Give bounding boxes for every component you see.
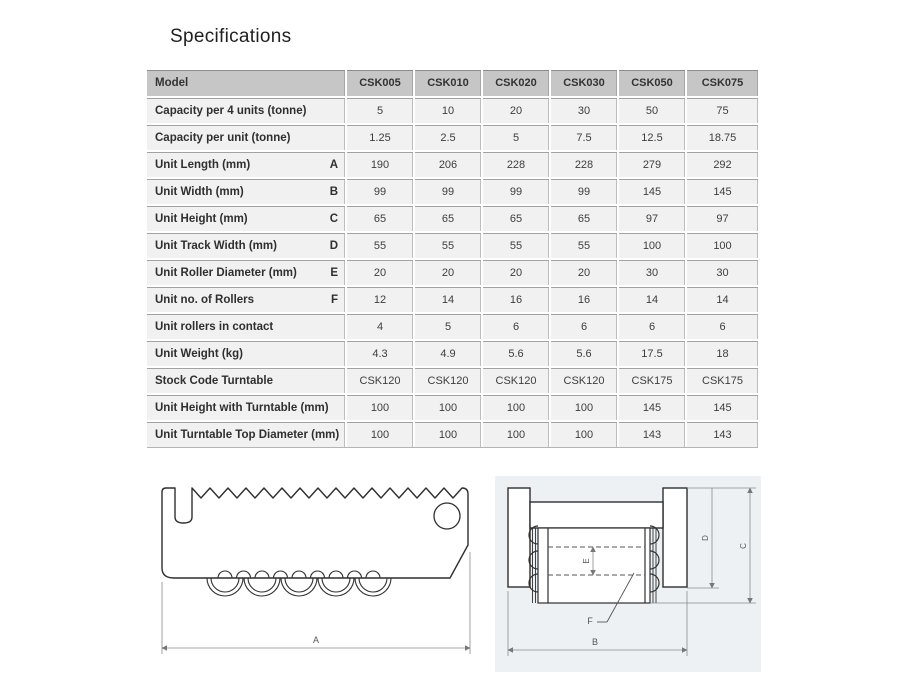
column-header-model: Model: [147, 70, 347, 96]
dim-label-b: B: [591, 637, 599, 647]
value-cell: 190: [347, 150, 415, 177]
row-label: Capacity per unit (tonne): [155, 131, 291, 144]
value-cell: 6: [619, 312, 687, 339]
value-cell: 4.3: [347, 339, 415, 366]
row-letter: F: [330, 293, 338, 306]
value-cell: CSK120: [551, 366, 619, 393]
value-cell: 5.6: [551, 339, 619, 366]
value-cell: 7.5: [551, 123, 619, 150]
value-cell: 16: [483, 285, 551, 312]
row-label: Unit Width (mm): [155, 185, 244, 198]
value-cell: 20: [415, 258, 483, 285]
value-cell: 99: [347, 177, 415, 204]
table-row: [147, 312, 758, 339]
roller-cage: [529, 526, 659, 603]
value-cell: 100: [483, 420, 551, 447]
value-cell: 145: [619, 177, 687, 204]
value-cell: CSK175: [619, 366, 687, 393]
value-cell: CSK175: [687, 366, 758, 393]
table-row: [147, 231, 758, 258]
spec-table-header-row: [147, 70, 758, 96]
table-row: [147, 177, 758, 204]
page-title: Specifications: [170, 26, 292, 47]
row-letter: A: [329, 158, 338, 171]
value-cell: 99: [551, 177, 619, 204]
value-cell: 16: [551, 285, 619, 312]
dim-label-d: D: [701, 535, 710, 541]
value-cell: 100: [347, 393, 415, 420]
value-cell: 97: [687, 204, 758, 231]
row-label: Unit no. of Rollers: [155, 293, 255, 306]
dim-label-c: C: [739, 543, 748, 549]
value-cell: 5: [347, 96, 415, 123]
value-cell: 12.5: [619, 123, 687, 150]
row-label: Unit Track Width (mm): [155, 239, 277, 252]
table-row: [147, 366, 758, 393]
row-label: Capacity per 4 units (tonne): [155, 104, 307, 117]
value-cell: 65: [483, 204, 551, 231]
table-row: [147, 96, 758, 123]
value-cell: 100: [415, 420, 483, 447]
column-header: CSK030: [551, 70, 619, 96]
value-cell: 20: [483, 258, 551, 285]
value-cell: 65: [415, 204, 483, 231]
table-row: [147, 285, 758, 312]
value-cell: CSK120: [415, 366, 483, 393]
value-cell: 100: [551, 393, 619, 420]
value-cell: 75: [687, 96, 758, 123]
value-cell: 6: [687, 312, 758, 339]
value-cell: 145: [687, 177, 758, 204]
value-cell: 4: [347, 312, 415, 339]
value-cell: 20: [483, 96, 551, 123]
row-letter: B: [329, 185, 338, 198]
value-cell: 100: [483, 393, 551, 420]
column-header: CSK050: [619, 70, 687, 96]
table-row: [147, 150, 758, 177]
value-cell: 145: [619, 393, 687, 420]
value-cell: 99: [483, 177, 551, 204]
value-cell: 100: [551, 420, 619, 447]
value-cell: 100: [687, 231, 758, 258]
value-cell: CSK120: [347, 366, 415, 393]
value-cell: 6: [483, 312, 551, 339]
value-cell: 4.9: [415, 339, 483, 366]
value-cell: 97: [619, 204, 687, 231]
column-header: CSK010: [415, 70, 483, 96]
row-letter: E: [330, 266, 338, 279]
row-label: Unit Height (mm): [155, 212, 248, 225]
value-cell: 100: [415, 393, 483, 420]
table-row: [147, 420, 758, 447]
value-cell: 206: [415, 150, 483, 177]
row-label: Unit rollers in contact: [155, 320, 274, 333]
row-label: Unit Weight (kg): [155, 347, 243, 360]
row-label: Unit Height with Turntable (mm): [155, 401, 329, 414]
value-cell: 10: [415, 96, 483, 123]
value-cell: 55: [347, 231, 415, 258]
value-cell: 5: [415, 312, 483, 339]
value-cell: 30: [551, 96, 619, 123]
value-cell: 30: [619, 258, 687, 285]
value-cell: 279: [619, 150, 687, 177]
table-row: [147, 393, 758, 420]
row-label: Unit Roller Diameter (mm): [155, 266, 297, 279]
dim-label-a: A: [312, 635, 320, 645]
value-cell: 5: [483, 123, 551, 150]
dim-label-f: F: [587, 616, 593, 626]
value-cell: 99: [415, 177, 483, 204]
table-row: [147, 258, 758, 285]
value-cell: 143: [687, 420, 758, 447]
value-cell: 6: [551, 312, 619, 339]
value-cell: 55: [483, 231, 551, 258]
spec-table-body: [147, 96, 758, 447]
value-cell: 292: [687, 150, 758, 177]
row-letter: D: [329, 239, 338, 252]
value-cell: 1.25: [347, 123, 415, 150]
value-cell: 30: [687, 258, 758, 285]
value-cell: 100: [619, 231, 687, 258]
table-row: [147, 339, 758, 366]
skate-side-view-diagram: [148, 472, 484, 670]
value-cell: 50: [619, 96, 687, 123]
value-cell: 55: [415, 231, 483, 258]
column-header: CSK005: [347, 70, 415, 96]
value-cell: 55: [551, 231, 619, 258]
table-row: [147, 123, 758, 150]
value-cell: 145: [687, 393, 758, 420]
skate-end-view-diagram: [493, 472, 785, 674]
row-letter: C: [329, 212, 338, 225]
value-cell: 18.75: [687, 123, 758, 150]
value-cell: CSK120: [483, 366, 551, 393]
value-cell: 20: [347, 258, 415, 285]
value-cell: 65: [347, 204, 415, 231]
value-cell: 5.6: [483, 339, 551, 366]
table-row: [147, 204, 758, 231]
value-cell: 18: [687, 339, 758, 366]
value-cell: 14: [619, 285, 687, 312]
value-cell: 14: [415, 285, 483, 312]
value-cell: 65: [551, 204, 619, 231]
row-label: Stock Code Turntable: [155, 374, 273, 387]
value-cell: 143: [619, 420, 687, 447]
row-label: Unit Turntable Top Diameter (mm): [155, 428, 340, 441]
column-header: CSK075: [687, 70, 758, 96]
skate-body-outline: [162, 488, 468, 578]
column-header: CSK020: [483, 70, 551, 96]
value-cell: 2.5: [415, 123, 483, 150]
value-cell: 100: [347, 420, 415, 447]
value-cell: 228: [483, 150, 551, 177]
value-cell: 12: [347, 285, 415, 312]
specifications-table: [147, 70, 758, 448]
row-label: Unit Length (mm): [155, 158, 251, 171]
value-cell: 228: [551, 150, 619, 177]
value-cell: 17.5: [619, 339, 687, 366]
value-cell: 20: [551, 258, 619, 285]
value-cell: 14: [687, 285, 758, 312]
dim-label-e: E: [582, 558, 591, 564]
